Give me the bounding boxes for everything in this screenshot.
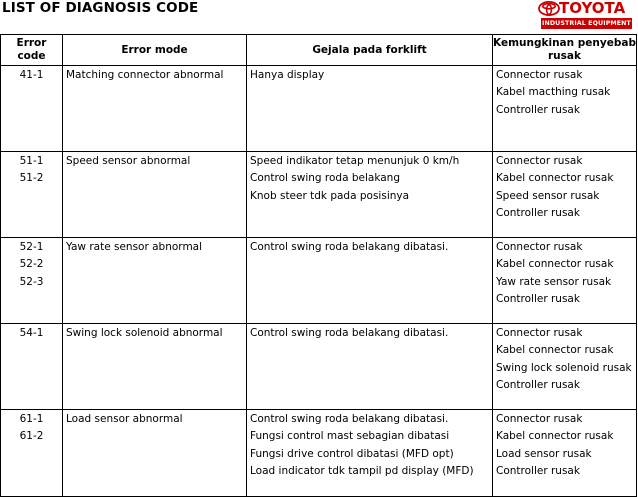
symptoms-cell bbox=[247, 410, 493, 497]
causes-cell bbox=[493, 324, 637, 410]
cause: Speed sensor rusak bbox=[496, 189, 600, 202]
cause: Load sensor rusak bbox=[496, 447, 592, 460]
error-code: 61-1 bbox=[19, 413, 44, 425]
symptom: Load indicator tdk tampil pd display (MFD) bbox=[250, 464, 474, 477]
error-mode: Matching connector abnormal bbox=[66, 69, 224, 81]
logo-brand-text: TOYOTA bbox=[559, 0, 626, 17]
cause: Connector rusak bbox=[496, 69, 583, 81]
error-mode: Speed sensor abnormal bbox=[66, 155, 191, 167]
cause: Kabel macthing rusak bbox=[496, 86, 611, 99]
header-causes: Kemungkinan penyebab rusak bbox=[493, 35, 637, 66]
symptom: Control swing roda belakang dibatasi. bbox=[250, 241, 449, 253]
toyota-logo bbox=[538, 0, 634, 30]
symptom: Hanya display bbox=[250, 69, 325, 81]
header-symptoms: Gejala pada forklift bbox=[247, 35, 493, 66]
error-mode-cell bbox=[63, 238, 247, 324]
cause: Kabel connector rusak bbox=[496, 258, 614, 271]
header-error-mode: Error mode bbox=[63, 35, 247, 66]
error-code-cell bbox=[1, 66, 63, 152]
table-header-row bbox=[1, 35, 637, 66]
cause: Kabel connector rusak bbox=[496, 344, 614, 357]
cause: Yaw rate sensor rusak bbox=[496, 275, 612, 288]
symptom: Speed indikator tetap menunjuk 0 km/h bbox=[250, 155, 460, 167]
error-mode: Load sensor abnormal bbox=[66, 413, 183, 425]
causes-cell bbox=[493, 238, 637, 324]
cause: Controller rusak bbox=[496, 103, 580, 116]
cause: Controller rusak bbox=[496, 464, 580, 477]
symptom: Control swing roda belakang bbox=[250, 172, 400, 185]
logo-subtitle: INDUSTRIAL EQUIPMENT bbox=[542, 20, 631, 27]
error-code: 52-1 bbox=[19, 241, 44, 253]
causes-cell bbox=[493, 66, 637, 152]
error-code: 51-2 bbox=[19, 172, 44, 185]
cause: Connector rusak bbox=[496, 327, 583, 339]
error-code-cell bbox=[1, 410, 63, 497]
error-code: 52-2 bbox=[19, 258, 44, 271]
symptom: Fungsi control mast sebagian dibatasi bbox=[250, 430, 450, 443]
symptoms-cell bbox=[247, 152, 493, 238]
symptoms-cell bbox=[247, 66, 493, 152]
error-mode-cell bbox=[63, 410, 247, 497]
error-code: 51-1 bbox=[19, 155, 44, 167]
page-title: LIST OF DIAGNOSIS CODE bbox=[2, 0, 199, 16]
cause: Swing lock solenoid rusak bbox=[496, 361, 632, 374]
error-mode-cell bbox=[63, 66, 247, 152]
cause: Kabel connector rusak bbox=[496, 172, 614, 185]
symptom: Fungsi drive control dibatasi (MFD opt) bbox=[250, 447, 454, 460]
header-error-code: Error code bbox=[1, 35, 63, 66]
error-code: 61-2 bbox=[19, 430, 44, 443]
error-code-cell bbox=[1, 238, 63, 324]
error-code: 52-3 bbox=[19, 275, 44, 288]
error-code: 54-1 bbox=[19, 327, 44, 339]
causes-cell bbox=[493, 152, 637, 238]
toyota-emblem-icon bbox=[538, 1, 560, 16]
cause: Connector rusak bbox=[496, 241, 583, 253]
cause: Controller rusak bbox=[496, 378, 580, 391]
error-code-cell bbox=[1, 152, 63, 238]
cause: Controller rusak bbox=[496, 292, 580, 305]
symptom: Control swing roda belakang dibatasi. bbox=[250, 413, 449, 425]
diagnosis-code-table bbox=[0, 34, 637, 497]
error-mode: Swing lock solenoid abnormal bbox=[66, 327, 223, 339]
error-mode-cell bbox=[63, 324, 247, 410]
table-row bbox=[1, 324, 637, 410]
error-mode-cell bbox=[63, 152, 247, 238]
table-row bbox=[1, 238, 637, 324]
symptoms-cell bbox=[247, 238, 493, 324]
symptoms-cell bbox=[247, 324, 493, 410]
error-code: 41-1 bbox=[19, 69, 44, 81]
error-code-cell bbox=[1, 324, 63, 410]
table-row bbox=[1, 410, 637, 497]
error-mode: Yaw rate sensor abnormal bbox=[66, 241, 203, 253]
cause: Connector rusak bbox=[496, 413, 583, 425]
table-row bbox=[1, 152, 637, 238]
symptom: Knob steer tdk pada posisinya bbox=[250, 189, 410, 202]
symptom: Control swing roda belakang dibatasi. bbox=[250, 327, 449, 339]
cause: Connector rusak bbox=[496, 155, 583, 167]
causes-cell bbox=[493, 410, 637, 497]
cause: Kabel connector rusak bbox=[496, 430, 614, 443]
table-row bbox=[1, 66, 637, 152]
cause: Controller rusak bbox=[496, 206, 580, 219]
